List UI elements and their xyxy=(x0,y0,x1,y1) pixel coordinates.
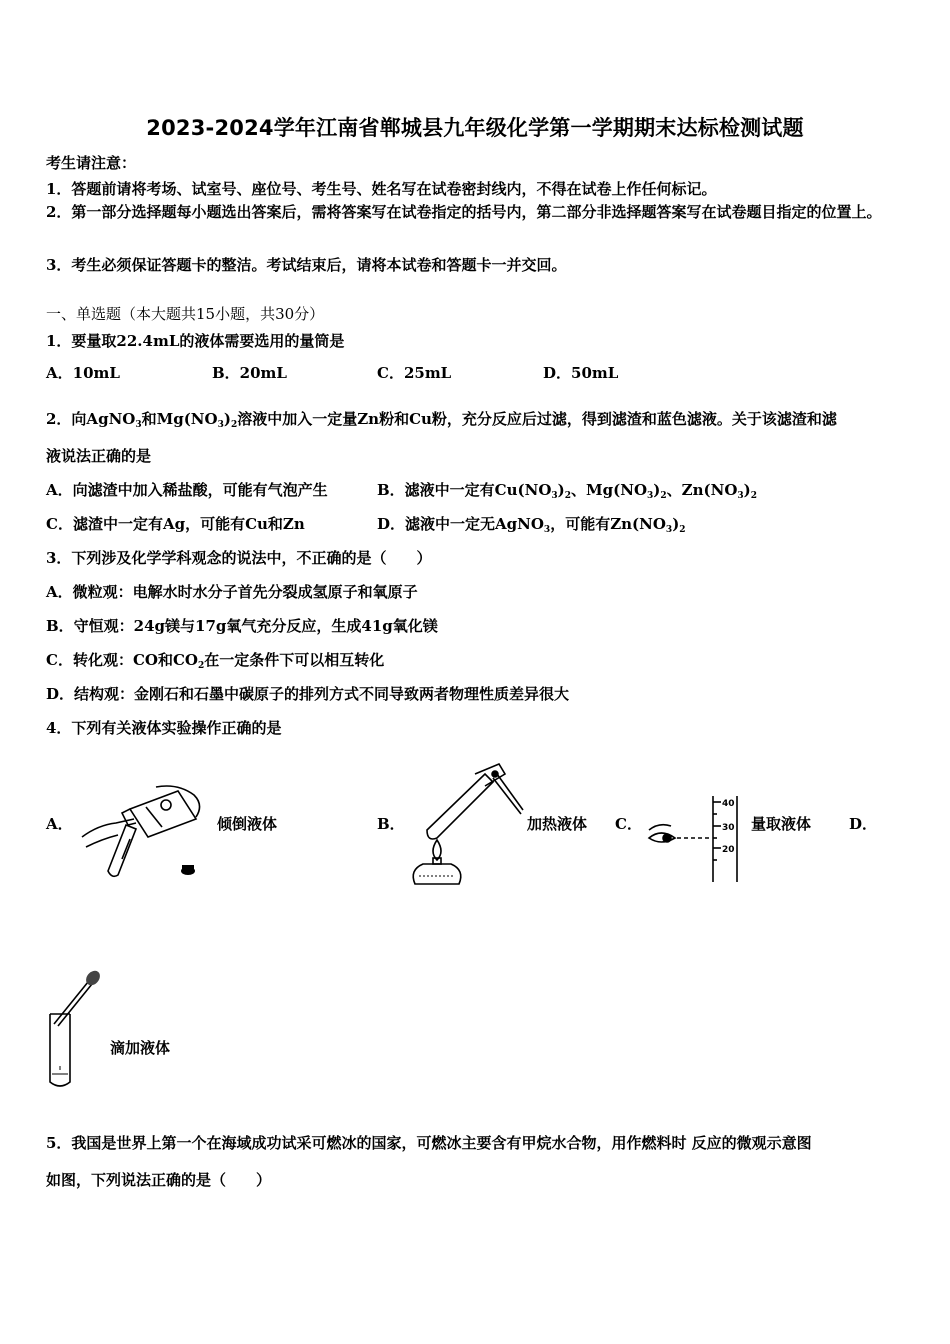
q1-option-c: C．25mL xyxy=(377,364,452,382)
q4-label-c: C． xyxy=(615,815,642,833)
q4-caption-a: 倾倒液体 xyxy=(217,815,278,833)
notice-heading: 考生请注意： xyxy=(46,154,137,172)
q2-option-c: C．滤渣中一定有Ag，可能有Cu和Zn xyxy=(46,515,305,533)
q2-option-a: A．向滤渣中加入稀盐酸，可能有气泡产生 xyxy=(46,481,328,499)
q1-stem: 1．要量取22.4mL的液体需要选用的量筒是 xyxy=(46,332,345,350)
q1-option-a: A．10mL xyxy=(46,364,120,382)
q5-stem: 5．我国是世界上第一个在海域成功试采可燃冰的国家，可燃冰主要含有甲烷水合物，用作燃料时 反应的微观示意图 xyxy=(46,1134,812,1152)
q4-caption-d: 滴加液体 xyxy=(110,1039,171,1057)
q3-option-a: A．微粒观：电解水时水分子首先分裂成氢原子和氧原子 xyxy=(46,583,418,601)
q3-stem: 3．下列涉及化学学科观念的说法中，不正确的是（ ） xyxy=(46,549,432,567)
dropping-liquid-figure xyxy=(40,966,104,1094)
notice-item-2: 2．第一部分选择题每小题选出答案后，需将答案写在试卷指定的括号内，第二部分非选择题答案写在试卷题目指定的位置上。 xyxy=(46,203,882,221)
q4-label-d: D． xyxy=(849,815,878,833)
q3-option-d: D．结构观：金刚石和石墨中碳原子的排列方式不同导致两者物理性质差异很大 xyxy=(46,685,570,703)
heating-liquid-figure xyxy=(405,760,525,886)
scale-label-40: 40 xyxy=(722,799,735,809)
page-title: 2023-2024学年江南省郸城县九年级化学第一学期期末达标检测试题 xyxy=(146,116,804,140)
scale-label-30: 30 xyxy=(722,823,735,833)
section-heading: 一、单选题（本大题共15小题，共30分） xyxy=(46,305,325,323)
pouring-liquid-figure xyxy=(78,783,208,883)
q4-caption-b: 加热液体 xyxy=(527,815,588,833)
measuring-liquid-figure xyxy=(645,790,745,886)
q5-stem-line2: 如图，下列说法正确的是（ ） xyxy=(46,1171,272,1189)
q4-caption-c: 量取液体 xyxy=(751,815,812,833)
q2-stem-line2: 液说法正确的是 xyxy=(46,447,152,465)
q4-label-a: A． xyxy=(46,815,73,833)
scale-label-20: 20 xyxy=(722,845,735,855)
q1-option-b: B．20mL xyxy=(212,364,287,382)
q3-option-b: B．守恒观：24g镁与17g氧气充分反应，生成41g氧化镁 xyxy=(46,617,438,635)
q4-label-b: B． xyxy=(377,815,405,833)
q4-stem: 4．下列有关液体实验操作正确的是 xyxy=(46,719,282,737)
q3-option-c: C．转化观：CO和$CO_2$在一定条件下可以相互转化 xyxy=(46,651,385,671)
notice-item-3: 3．考生必须保证答题卡的整洁。考试结束后，请将本试卷和答题卡一并交回。 xyxy=(46,256,567,274)
q2-stem: 2．向AgNO$_3$和$Mg(NO_3)_2$溶液中加入一定量Zn粉和Cu粉，充分反应后过滤，得到滤渣和蓝色滤液。关于该滤渣和滤 xyxy=(46,410,837,430)
q2-option-d: D．滤液中一定无AgNO$_3$，可能有$Zn(NO_3)_2$ xyxy=(377,515,686,535)
notice-item-1: 1．答题前请将考场、试室号、座位号、考生号、姓名写在试卷密封线内，不得在试卷上作任何标记。 xyxy=(46,180,717,198)
q1-option-d: D．50mL xyxy=(543,364,619,382)
q2-option-b: B．滤液中一定有$Cu(NO_3)_2$、$Mg(NO_3)_2$、$Zn(NO_3)_2$ xyxy=(377,481,758,501)
